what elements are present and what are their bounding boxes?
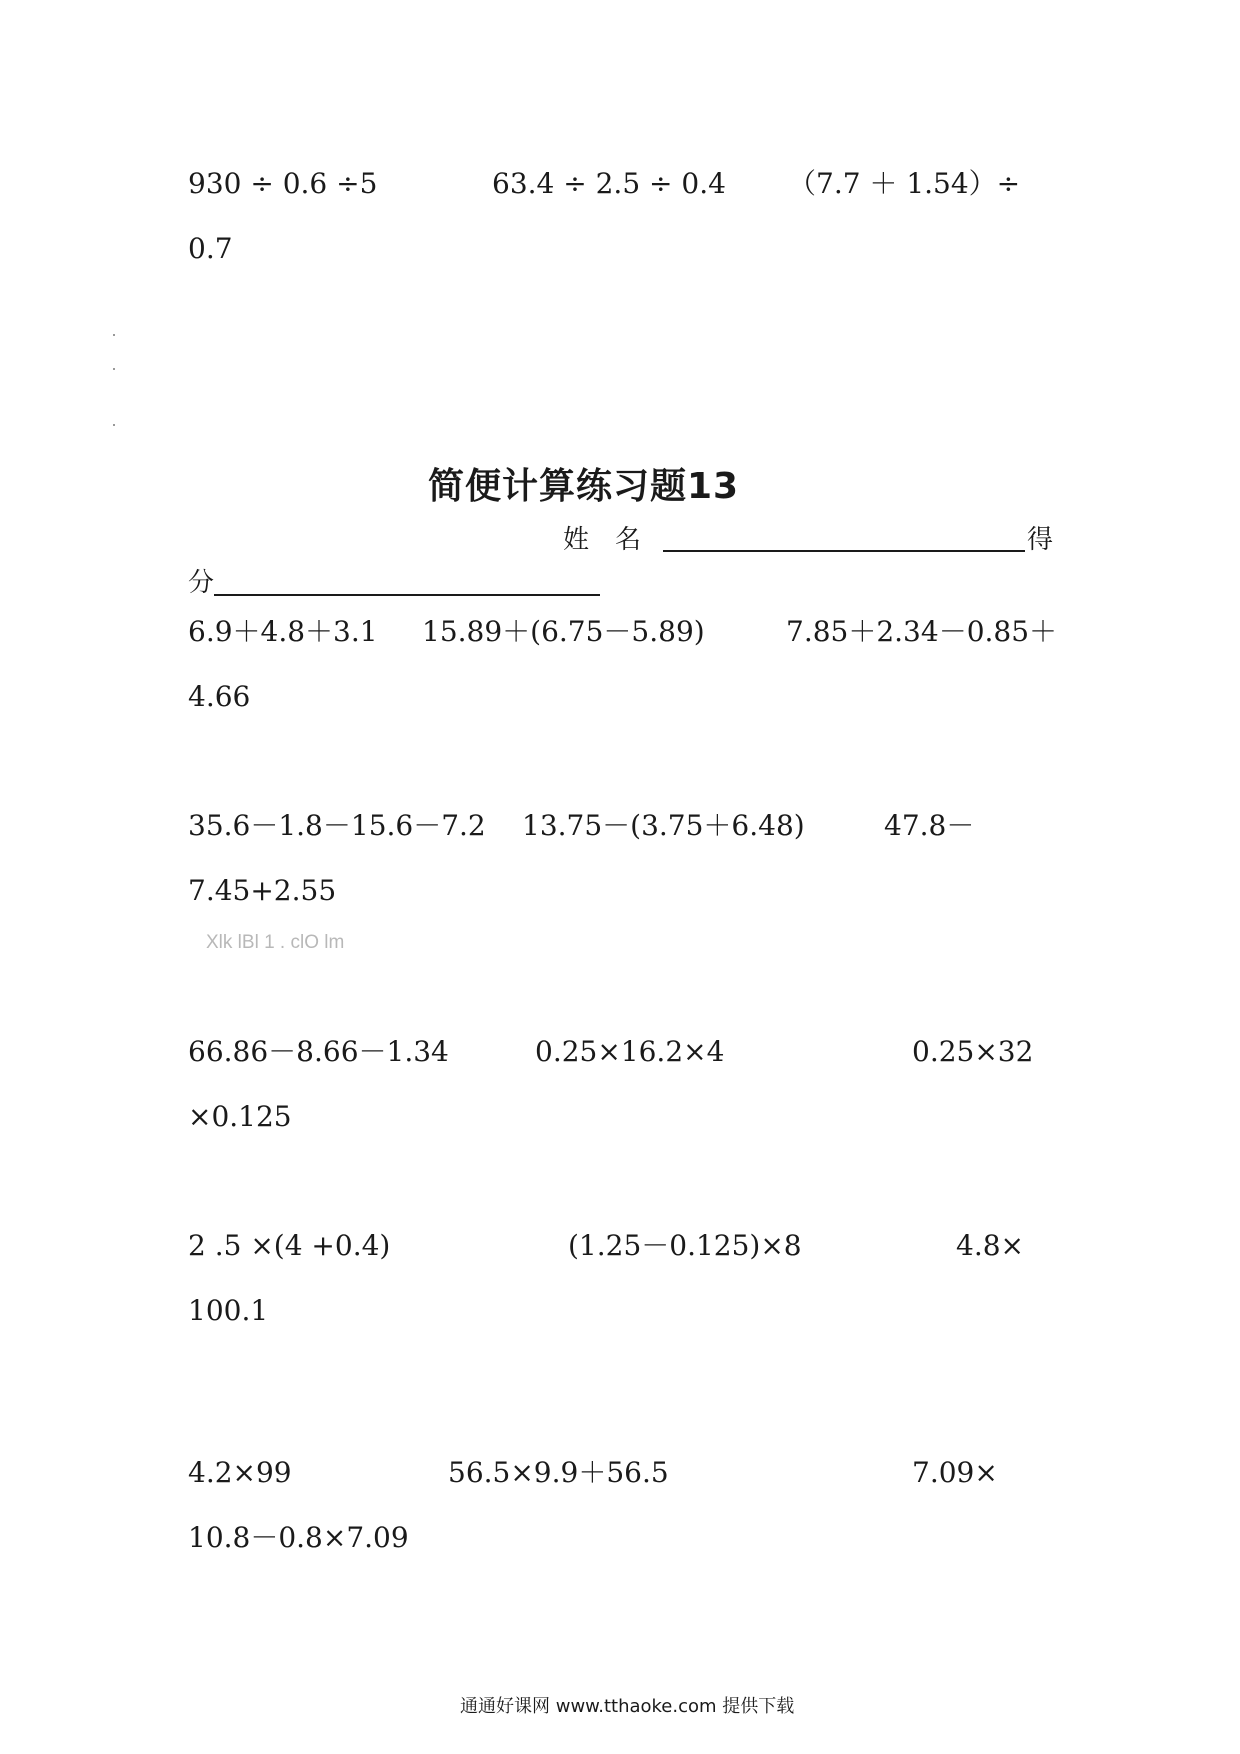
problem-line2: ×0.125 (188, 1100, 292, 1133)
problem-63-4-div: 63.4 ÷ 2.5 ÷ 0.4 (492, 167, 726, 200)
problem: 0.25×16.2×4 (535, 1035, 725, 1068)
problem-line2: 4.66 (188, 680, 251, 713)
problem-line2: 100.1 (188, 1294, 269, 1327)
problem-line1: 0.25×32 (912, 1035, 1034, 1068)
problem-line1: 4.8× (956, 1229, 1024, 1262)
problem: 35.6－1.8－15.6－7.2 (188, 809, 486, 842)
name-label: 姓 名 (563, 525, 642, 555)
problem-line1: 7.85＋2.34－0.85＋ (786, 615, 1058, 648)
margin-dot (113, 334, 115, 336)
problem-930-div: 930 ÷ 0.6 ÷5 (188, 167, 378, 200)
problem-line1: 47.8－ (884, 809, 975, 842)
problem: 13.75－(3.75＋6.48) (522, 809, 805, 842)
problem: 2 .5 ×(4 +0.4) (188, 1229, 391, 1262)
problem: 6.9＋4.8＋3.1 (188, 615, 378, 648)
problem-line1: 7.09× (912, 1456, 998, 1489)
problem: 15.89＋(6.75－5.89) (422, 615, 705, 648)
score-underline (214, 594, 600, 596)
problem: 66.86－8.66－1.34 (188, 1035, 449, 1068)
problem-line2: 7.45+2.55 (188, 874, 337, 907)
name-underline (663, 550, 1025, 552)
problem-line2: 10.8－0.8×7.09 (188, 1521, 409, 1554)
score-label-part2: 分 (188, 568, 215, 598)
problem-7-7-plus-line2: 0.7 (188, 232, 233, 265)
footer-source: 通通好课网 www.tthaoke.com 提供下载 (460, 1696, 795, 1717)
problem: 4.2×99 (188, 1456, 292, 1489)
problem: 56.5×9.9＋56.5 (448, 1456, 669, 1489)
watermark: Xlk lBl 1 . clO lm (206, 932, 345, 953)
score-label-part1: 得 (1027, 525, 1054, 555)
worksheet-title: 简便计算练习题13 (428, 466, 740, 507)
problem: (1.25－0.125)×8 (568, 1229, 802, 1262)
margin-dot (113, 368, 115, 370)
problem-7-7-plus-line1: （7.7 ＋ 1.54）÷ (788, 167, 1021, 200)
margin-dot (113, 424, 115, 426)
